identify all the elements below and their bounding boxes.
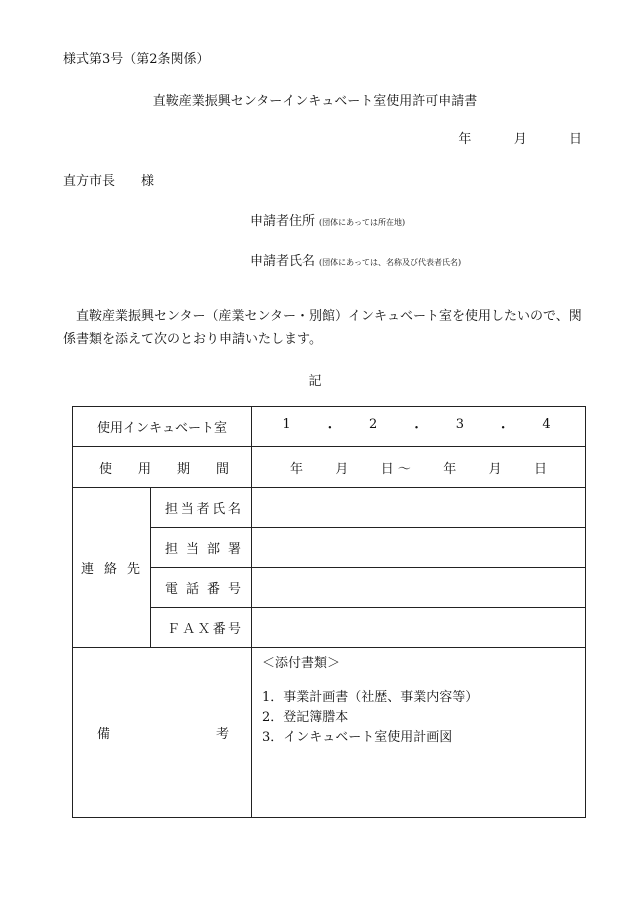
contact-person-field[interactable] [252,488,586,528]
room-options[interactable]: 1 ・ 2 ・ 3 ・ 4 [252,407,586,447]
date-day: 日 [568,132,582,147]
application-table [72,406,586,818]
room-option-1[interactable]: 1 [282,417,291,432]
applicant-address-line [250,210,405,229]
contact-label: 連 絡 先 [73,488,151,648]
department-field[interactable] [252,528,586,568]
contact-person-label: 担 当 者 氏 名 [151,488,252,528]
attachments-title: ＜添付書類＞ [262,656,341,671]
addressee: 直方市長 様 [63,174,155,189]
period-field[interactable]: 年 月 日 ～ 年 月 日 [252,447,586,488]
room-option-2[interactable]: 2 [369,417,378,432]
fax-label: Ｆ Ａ Ｘ 番 号 [151,608,252,648]
form-number: 様式第3号（第2条関係） [63,52,210,67]
remarks-row [73,648,586,818]
room-row [73,407,586,447]
document-title: 直鞍産業振興センターインキュベート室使用許可申請書 [152,94,478,109]
applicant-address-note: (団体にあっては所在地) [319,218,406,227]
attachment-item: 2．登記簿謄本 [262,710,349,725]
room-label: 使用インキュベート室 [73,407,252,447]
applicant-name-label: 申請者氏名 [250,254,316,269]
department-label: 担 当 部 署 [151,528,252,568]
fax-field[interactable] [252,608,586,648]
attachment-item: 3．インキュベート室使用計画図 [262,730,453,745]
remarks-field[interactable] [252,648,586,818]
remarks-label: 備 考 [73,648,252,818]
room-option-4[interactable]: 4 [542,417,551,432]
ki-heading: 記 [308,374,322,389]
body-paragraph: 直鞍産業振興センター（産業センター・別館）インキュベート室を使用したいので、関係書類を添えて次のとおり申請いたします。 [63,309,582,347]
period-row [73,447,586,488]
date-year: 年 [458,132,472,147]
phone-field[interactable] [252,568,586,608]
date-month: 月 [513,132,527,147]
period-label: 使 用 期 間 [73,447,252,488]
attachment-item: 1．事業計画書（社歴、事業内容等） [262,690,479,705]
applicant-address-label: 申請者住所 [250,214,316,229]
phone-label: 電 話 番 号 [151,568,252,608]
contact-person-row [73,488,586,528]
date-line [458,128,582,147]
applicant-name-line [250,250,461,269]
room-option-3[interactable]: 3 [455,417,464,432]
applicant-name-note: (団体にあっては、名称及び代表者氏名) [319,258,462,267]
